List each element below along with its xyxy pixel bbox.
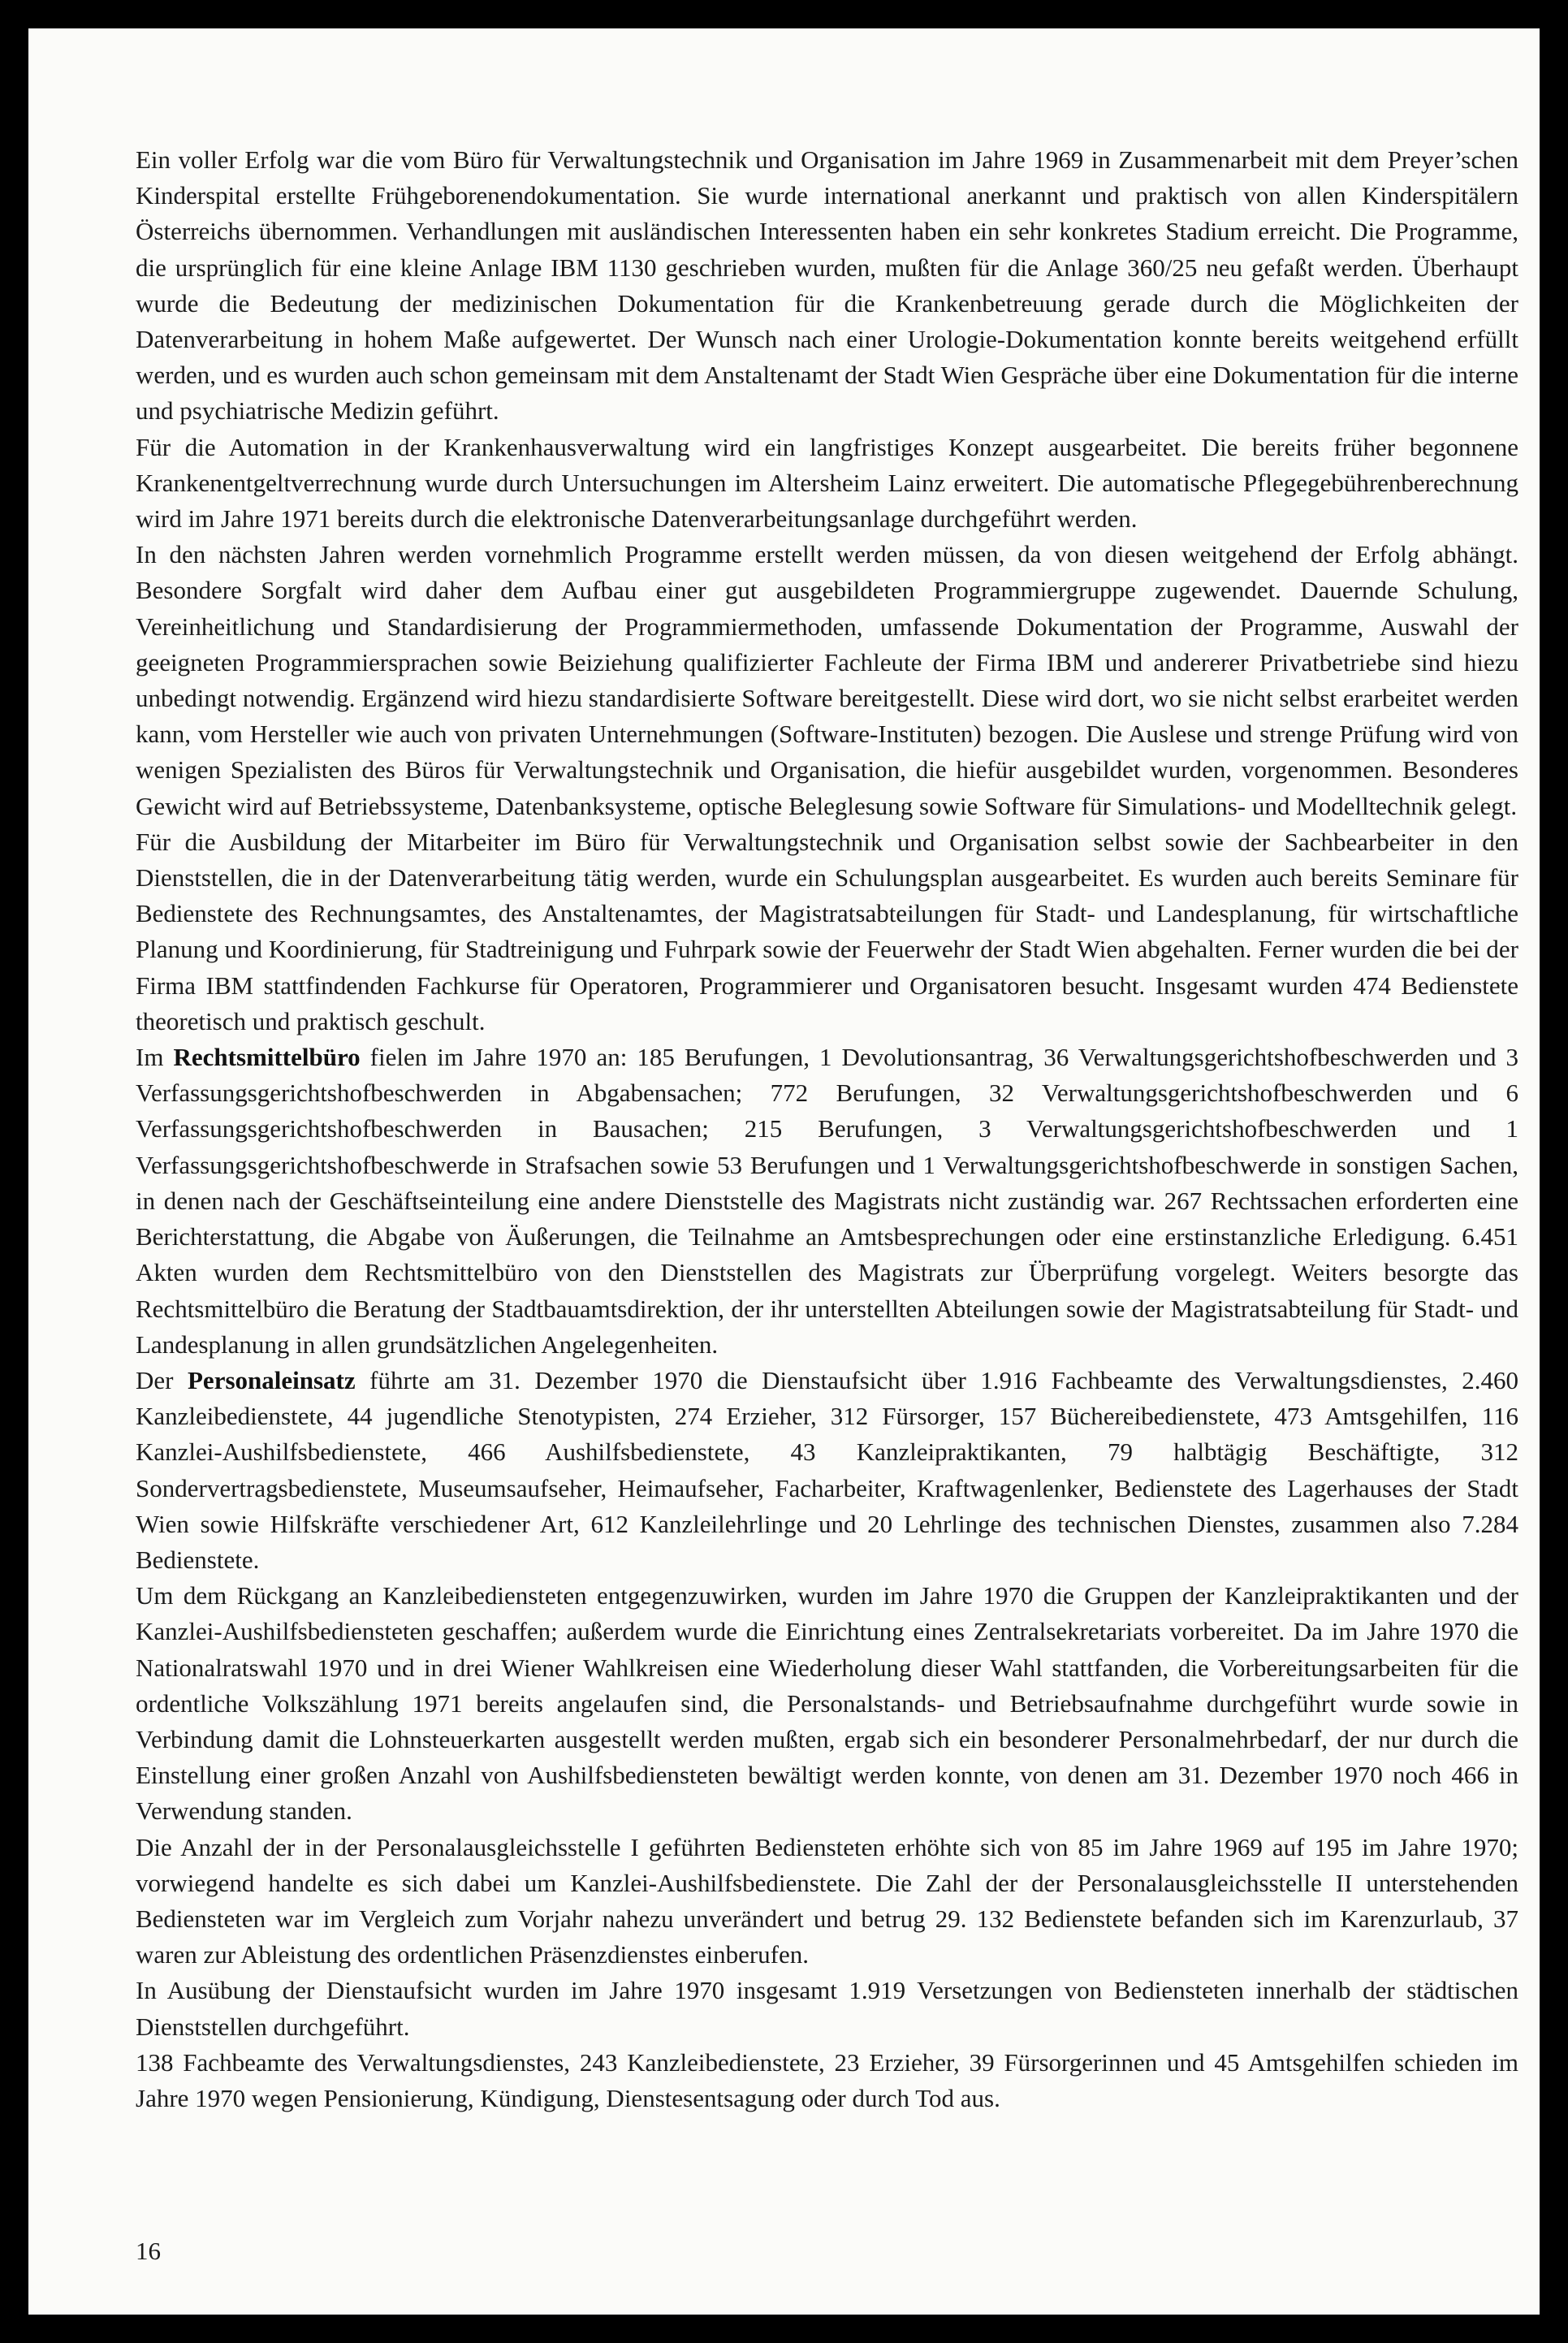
paragraph-personaleinsatz [136, 1363, 1518, 1578]
paragraph-ausbildung [136, 824, 1518, 1040]
paragraph-text: Für die Automation in der Krankenhausverwaltung wird ein langfristiges Konzept ausgearbeitet. Die bereits früher begonnene Krankenentgeltverrechnung wurde durch Untersuchungen im Altersheim Lainz erweitert. Die automatische Pflegegebührenberechnung wird im Jahre 1971 bereits durch die elektronische Datenverarbeitungsanlage durchgeführt werden. [136, 432, 1518, 534]
paragraph-versetzungen [136, 1973, 1518, 2044]
body-text [136, 142, 1518, 2116]
paragraph-krankenhausverwaltung [136, 430, 1518, 538]
paragraph-personalausgleichsstelle [136, 1830, 1518, 1973]
section-keyword-personaleinsatz: Personaleinsatz [188, 1365, 356, 1394]
paragraph-ausscheiden [136, 2045, 1518, 2116]
page-number: 16 [136, 2237, 161, 2265]
paragraph-text: Ein voller Erfolg war die vom Büro für Verwaltungstechnik und Organisation im Jahre 1969 in Zusammenarbeit mit dem Preyer’schen Kinderspital erstellte Frühgeborenendokumentation. Sie wurde international anerkannt und praktisch von allen Kinderspitälern Österreichs übernommen. Verhandlungen mit ausländischen Interessenten haben ein sehr konkretes Stadium erreicht. Die Programme, die ursprünglich für eine kleine Anlage IBM 1130 geschrieben wurden, mußten für die Anlage 360/25 neu gefaßt werden. Überhaupt wurde die Bedeutung der medizinischen Dokumentation für die Krankenbetreuung gerade durch die Möglichkeiten der Datenverarbeitung in hohem Maße aufgewertet. Der Wunsch nach einer Urologie-Dokumentation konnte bereits weitgehend erfüllt werden, und es wurden auch schon gemeinsam mit dem Anstaltenamt der Stadt Wien Gespräche über eine Dokumentation für die interne und psychiatrische Medizin geführt. [136, 145, 1518, 426]
paragraph-text: In Ausübung der Dienstaufsicht wurden im Jahre 1970 insgesamt 1.919 Versetzungen von Bediensteten innerhalb der städtischen Dienststellen durchgeführt. [136, 1976, 1518, 2041]
paragraph-text: Um dem Rückgang an Kanzleibediensteten entgegenzuwirken, wurden im Jahre 1970 die Gruppen der Kanzleipraktikanten und der Kanzlei-Aushilfsbediensteten geschaffen; außerdem wurde die Einrichtung eines Zentralsekretariats vorbereitet. Da im Jahre 1970 die Nationalratswahl 1970 und in drei Wiener Wahlkreisen eine Wiederholung dieser Wahl stattfanden, die Vorbereitungsarbeiten für die ordentliche Volkszählung 1971 bereits angelaufen sind, die Personalstands- und Betriebsaufnahme durchgeführt wurde sowie in Verbindung damit die Lohnsteuerkarten ausgestellt werden mußten, ergab sich ein besonderer Personalmehrbedarf, der nur durch die Einstellung einer großen Anzahl von Aushilfsbediensteten bewältigt werden konnte, von denen am 31. Dezember 1970 noch 466 in Verwendung standen. [136, 1581, 1518, 1826]
document-page [28, 28, 1540, 2315]
paragraph-lead: Der [136, 1365, 188, 1394]
paragraph-text: Für die Ausbildung der Mitarbeiter im Büro für Verwaltungstechnik und Organisation selbst sowie der Sachbearbeiter in den Dienststellen, die in der Datenverarbeitung tätig werden, wurde ein Schulungsplan ausgearbeitet. Es wurden auch bereits Seminare für Bedienstete des Rechnungsamtes, des Anstaltenamtes, der Magistratsabteilungen für Stadt- und Landesplanung, für wirtschaftliche Planung und Koordinierung, für Stadtreinigung und Fuhrpark sowie der Feuerwehr der Stadt Wien abgehalten. Ferner wurden die bei der Firma IBM stattfindenden Fachkurse für Operatoren, Programmierer und Organisatoren besucht. Insgesamt wurden 474 Bedienstete theoretisch und praktisch geschult. [136, 827, 1518, 1035]
paragraph-text: führte am 31. Dezember 1970 die Dienstaufsicht über 1.916 Fachbeamte des Verwaltungsdienstes, 2.460 Kanzleibedienstete, 44 jugendliche Stenotypisten, 274 Erzieher, 312 Fürsorger, 157 Büchereibedienstete, 473 Amtsgehilfen, 116 Kanzlei-Aushilfsbedienstete, 466 Aushilfsbedienstete, 43 Kanzleipraktikanten, 79 halbtägig Beschäftigte, 312 Sondervertragsbedienstete, Museumsaufseher, Heimaufseher, Facharbeiter, Kraftwagenlenker, Bedienstete des Lagerhauses der Stadt Wien sowie Hilfskräfte verschiedener Art, 612 Kanzleilehrlinge und 20 Lehrlinge des technischen Dienstes, zusammen also 7.284 Bedienstete. [136, 1365, 1518, 1574]
paragraph-text: In den nächsten Jahren werden vornehmlich Programme erstellt werden müssen, da von diesen weitgehend der Erfolg abhängt. Besondere Sorgfalt wird daher dem Aufbau einer gut ausgebildeten Programmiergruppe zugewendet. Dauernde Schulung, Vereinheitlichung und Standardisierung der Programmiermethoden, umfassende Dokumentation der Programme, Auswahl der geeigneten Programmiersprachen sowie Beiziehung qualifizierter Fachleute der Firma IBM und andererer Privatbetriebe sind hiezu unbedingt notwendig. Ergänzend wird hiezu standardisierte Software bereitgestellt. Diese wird dort, wo sie nicht selbst erarbeitet werden kann, vom Hersteller wie auch von privaten Unternehmungen (Software-Instituten) bezogen. Die Auslese und strenge Prüfung wird von wenigen Spezialisten des Büros für Verwaltungstechnik und Organisation, die hiefür ausgebildet wurden, vorgenommen. Besonderes Gewicht wird auf Betriebssysteme, Datenbanksysteme, optische Beleglesung sowie Software für Simulations- und Modelltechnik gelegt. [136, 540, 1518, 820]
paragraph-rechtsmittelbuero [136, 1040, 1518, 1363]
section-keyword-rechtsmittelbuero: Rechtsmittelbüro [173, 1043, 361, 1072]
paragraph-text: fielen im Jahre 1970 an: 185 Berufungen, 1 Devolutionsantrag, 36 Verwaltungsgerichtshofbeschwerden und 3 Verfassungsgerichtshofbeschwerden in Abgabensachen; 772 Berufungen, 32 Verwaltungsgerichtshofbeschwerden und 6 Verfassungsgerichtshofbeschwerden in Bausachen; 215 Berufungen, 3 Verwaltungsgerichtshofbeschwerden und 1 Verfassungsgerichtshofbeschwerde in Strafsachen sowie 53 Berufungen und 1 Verwaltungsgerichtshofbeschwerde in sonstigen Sachen, in denen nach der Geschäftseinteilung eine andere Dienststelle des Magistrats nicht zuständig war. 267 Rechtssachen erforderten eine Berichterstattung, die Abgabe von Äußerungen, die Teilnahme an Amtsbesprechungen oder eine erstinstanzliche Erledigung. 6.451 Akten wurden dem Rechtsmittelbüro von den Dienststellen des Magistrats zur Überprüfung vorgelegt. Weiters besorgte das Rechtsmittelbüro die Beratung der Stadtbauamtsdirektion, der ihr unterstellten Abteilungen sowie der Magistratsabteilung für Stadt- und Landesplanung in allen grundsätzlichen Angelegenheiten. [136, 1043, 1519, 1359]
paragraph-kanzleibedienstete [136, 1578, 1518, 1829]
paragraph-lead: Im [136, 1043, 174, 1072]
paragraph-text: 138 Fachbeamte des Verwaltungsdienstes, 243 Kanzleibedienstete, 23 Erzieher, 39 Fürsorgerinnen und 45 Amtsgehilfen schieden im Jahre 1970 wegen Pensionierung, Kündigung, Dienstesentsagung oder durch Tod aus. [136, 2047, 1518, 2112]
paragraph-fruehgeborenendokumentation [136, 142, 1518, 430]
paragraph-text: Die Anzahl der in der Personalausgleichsstelle I geführten Bediensteten erhöhte sich von 85 im Jahre 1969 auf 195 im Jahre 1970; vorwiegend handelte es sich dabei um Kanzlei-Aushilfsbedienstete. Die Zahl der der Personalausgleichsstelle II unterstehenden Bediensteten war im Vergleich zum Vorjahr nahezu unverändert und betrug 29. 132 Bedienstete befanden sich im Karenzurlaub, 37 waren zur Ableistung des ordentlichen Präsenzdienstes einberufen. [136, 1832, 1518, 1969]
paragraph-programmierung [136, 537, 1518, 824]
